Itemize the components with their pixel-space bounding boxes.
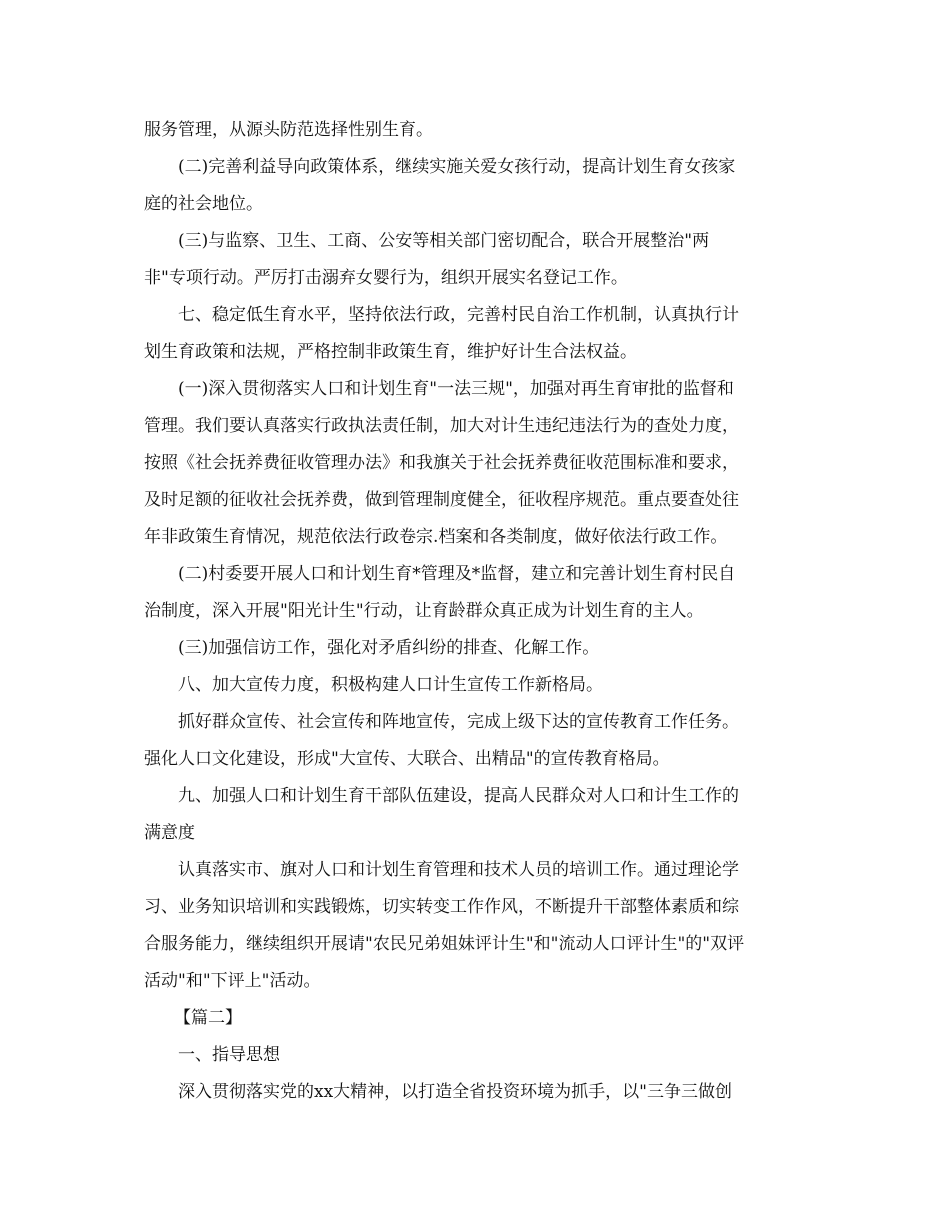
text-line: 服务管理，从源头防范选择性别生育。 <box>144 120 433 140</box>
text-line: 习、业务知识培训和实践锻炼，切实转变工作作风，不断提升干部整体素质和综 <box>144 897 739 917</box>
text-line: 活动"和"下评上"活动。 <box>144 971 321 991</box>
text-line: 抓好群众宣传、社会宣传和阵地宣传，完成上级下达的宣传教育工作任务。 <box>178 712 739 732</box>
document-body <box>144 112 804 1111</box>
section-heading-8: 八、加大宣传力度，积极构建人口计生宣传工作新格局。 <box>178 675 603 695</box>
section-heading-9: 九、加强人口和计划生育干部队伍建设，提高人民群众对人口和计生工作的 <box>178 786 739 806</box>
text-line: (一)深入贯彻落实人口和计划生育"一法三规"，加强对再生育审批的监督和 <box>178 379 734 399</box>
text-line: (三)加强信访工作，强化对矛盾纠纷的排查、化解工作。 <box>178 638 600 658</box>
text-line: 庭的社会地位。 <box>144 194 263 214</box>
text-line: (二)完善利益导向政策体系，继续实施关爱女孩行动，提高计划生育女孩家 <box>178 157 736 177</box>
text-line: 合服务能力，继续组织开展请"农民兄弟姐妹评计生"和"流动人口评计生"的"双评 <box>144 934 745 954</box>
text-line: 及时足额的征收社会抚养费，做到管理制度健全，征收程序规范。重点要查处往 <box>144 490 739 510</box>
text-line: 管理。我们要认真落实行政执法责任制，加大对计生违纪违法行为的查处力度， <box>144 416 739 436</box>
section-heading-1: 一、指导思想 <box>178 1045 280 1065</box>
section-heading-7: 七、稳定低生育水平，坚持依法行政，完善村民自治工作机制，认真执行计 <box>178 305 739 325</box>
text-line: 划生育政策和法规，严格控制非政策生育，维护好计生合法权益。 <box>144 342 637 362</box>
text-line: 治制度，深入开展"阳光计生"行动，让育龄群众真正成为计划生育的主人。 <box>144 601 704 621</box>
text-line: 深入贯彻落实党的xx大精神，以打造全省投资环境为抓手，以"三争三做创 <box>178 1082 732 1102</box>
chapter-heading: 【篇二】 <box>174 1008 242 1028</box>
text-line: 强化人口文化建设，形成"大宣传、大联合、出精品"的宣传教育格局。 <box>144 749 670 769</box>
text-line: (二)村委要开展人口和计划生育*管理及*监督，建立和完善计划生育村民自 <box>178 564 736 584</box>
text-line: 非"专项行动。严厉打击溺弃女婴行为，组织开展实名登记工作。 <box>144 268 628 288</box>
text-line: 年非政策生育情况，规范依法行政卷宗.档案和各类制度，做好依法行政工作。 <box>144 527 728 547</box>
text-line: 认真落实市、旗对人口和计划生育管理和技术人员的培训工作。通过理论学 <box>178 860 739 880</box>
text-line: (三)与监察、卫生、工商、公安等相关部门密切配合，联合开展整治"两 <box>178 231 710 251</box>
text-line: 按照《社会抚养费征收管理办法》和我旗关于社会抚养费征收范围标准和要求， <box>144 453 739 473</box>
text-line: 满意度 <box>144 823 195 843</box>
